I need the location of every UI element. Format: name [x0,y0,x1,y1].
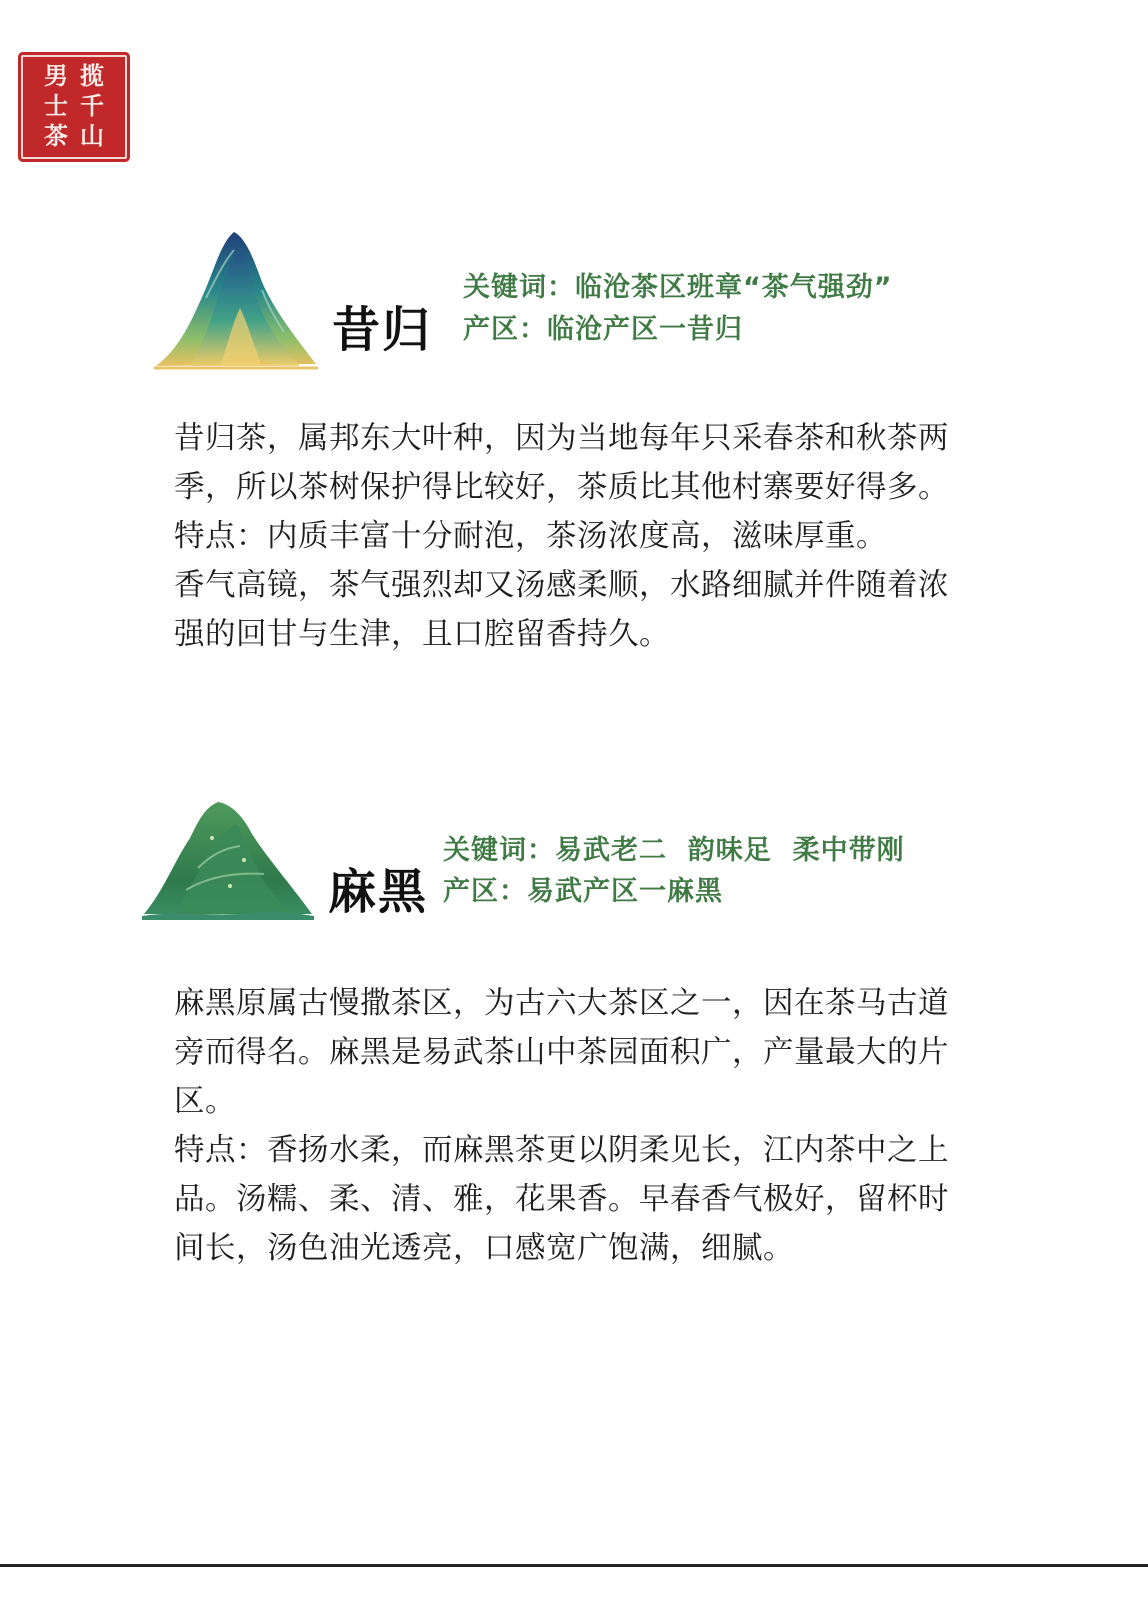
keywords-line: 关键词：易武老二 韵味足 柔中带刚 [443,835,905,866]
seal-char: 揽 [80,61,104,90]
mountain-illustration-icon [140,798,316,922]
mountain-illustration-icon [150,228,320,370]
paragraph: 特点：香扬水柔，而麻黑茶更以阴柔见长，江内茶中之上品。汤糯、柔、清、雅，花果香。早春香气极好，留杯时间长，汤色油光透亮，口感宽广饱满，细腻。 [174,1133,949,1266]
region-line: 产区：临沧产区一昔归 [463,314,743,345]
seal-char: 士 [44,91,68,120]
seal-char: 山 [80,121,104,150]
place-name-heading: 昔归 [332,302,433,358]
description-text [174,979,964,1273]
seal-char: 男 [44,61,68,90]
description-text [174,414,964,659]
seal-char: 茶 [44,121,68,150]
seal-logo [18,52,130,162]
keywords-line: 关键词：临沧茶区班章“茶气强劲” [463,272,893,303]
bottom-border [0,1564,1148,1609]
paragraph: 麻黑原属古慢撒茶区，为古六大茶区之一，因在茶马古道旁而得名。麻黑是易武茶山中茶园面积广，产量最大的片区。 [174,986,949,1119]
paragraph: 昔归茶，属邦东大叶种，因为当地每年只采春茶和秋茶两季，所以茶树保护得比较好，茶质比其他村寨要好得多。 [174,421,949,505]
seal-char: 千 [80,91,104,120]
paragraph: 特点：内质丰富十分耐泡，茶汤浓度高，滋味厚重。 [174,519,887,554]
region-line: 产区：易武产区一麻黑 [443,876,723,907]
paragraph: 香气高镜，茶气强烈却又汤感柔顺，水路细腻并件随着浓强的回甘与生津，且口腔留香持久。 [174,568,949,652]
place-name-heading: 麻黑 [328,864,429,920]
